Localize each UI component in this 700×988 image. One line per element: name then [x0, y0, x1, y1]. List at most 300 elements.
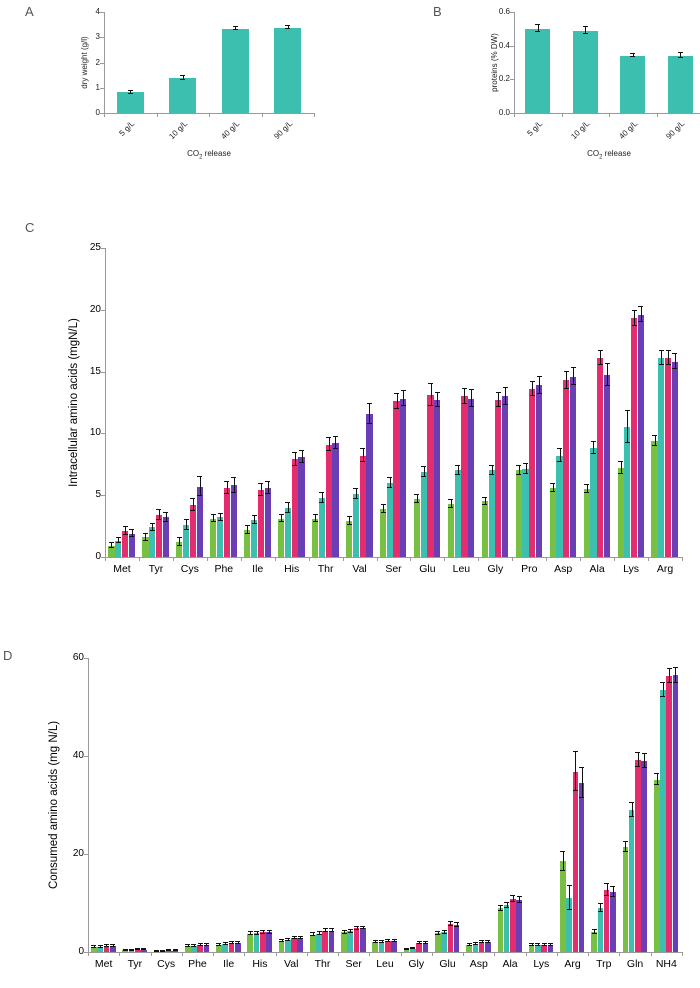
error-cap — [360, 461, 365, 462]
error-cap — [292, 938, 297, 939]
bar — [258, 490, 264, 557]
error-cap — [198, 945, 203, 946]
error-cap — [401, 390, 406, 391]
error-cap — [598, 911, 603, 912]
error-cap — [660, 682, 665, 683]
error-cap — [128, 90, 133, 91]
error-cap — [260, 930, 265, 931]
error-cap — [667, 682, 672, 683]
error-cap — [523, 463, 528, 464]
chart-panel-b — [480, 6, 700, 161]
plot-area — [514, 12, 700, 113]
error-cap — [496, 406, 501, 407]
error-cap — [610, 896, 615, 897]
error-cap — [542, 943, 547, 944]
x-tick — [309, 557, 310, 561]
error-cap — [678, 57, 683, 58]
bar — [291, 938, 297, 952]
error-cap — [141, 949, 146, 950]
x-tick — [151, 952, 152, 956]
bar-group — [222, 12, 249, 113]
bar — [624, 427, 630, 557]
bar — [414, 499, 420, 557]
error-cap — [666, 364, 671, 365]
error-cap — [143, 540, 148, 541]
bar — [495, 400, 501, 557]
bar-group — [122, 658, 147, 952]
x-tick-label: His — [252, 958, 268, 970]
error-cap — [482, 504, 487, 505]
error-cap — [348, 929, 353, 930]
bar — [117, 92, 144, 113]
error-bar — [661, 351, 662, 366]
x-axis-line — [514, 113, 700, 114]
error-cap — [605, 363, 610, 364]
bar-group — [404, 658, 429, 952]
error-cap — [523, 473, 528, 474]
error-cap — [135, 949, 140, 950]
bar-group — [310, 658, 335, 952]
error-cap — [129, 536, 134, 537]
x-tick — [209, 113, 210, 117]
error-cap — [123, 950, 128, 951]
error-cap — [672, 368, 677, 369]
x-tick-label: Phe — [214, 563, 234, 575]
bar — [329, 931, 335, 952]
x-tick — [657, 113, 658, 117]
error-cap — [224, 493, 229, 494]
bar — [393, 401, 399, 557]
bar — [668, 56, 693, 113]
bar — [604, 375, 610, 557]
bar — [641, 761, 647, 952]
error-cap — [265, 493, 270, 494]
error-cap — [467, 945, 472, 946]
error-cap — [298, 936, 303, 937]
error-cap — [557, 448, 562, 449]
bar-group — [346, 248, 373, 557]
bar-group — [247, 658, 272, 952]
bar — [473, 944, 479, 952]
bar-group — [482, 248, 509, 557]
error-cap — [347, 516, 352, 517]
x-tick-label: Gly — [487, 563, 504, 575]
error-cap — [428, 405, 433, 406]
error-bar — [675, 354, 676, 369]
error-cap — [632, 310, 637, 311]
x-tick-label: Trp — [596, 958, 612, 970]
error-cap — [180, 79, 185, 80]
bar — [610, 892, 616, 952]
error-cap — [489, 474, 494, 475]
bar — [654, 780, 660, 952]
y-tick-label: 0 — [95, 108, 100, 117]
error-cap — [618, 473, 623, 474]
error-cap — [394, 393, 399, 394]
bar — [579, 783, 585, 952]
error-cap — [216, 945, 221, 946]
error-cap — [123, 534, 128, 535]
bar — [169, 78, 196, 113]
error-cap — [353, 498, 358, 499]
error-cap — [163, 512, 168, 513]
error-cap — [319, 502, 324, 503]
x-tick — [338, 952, 339, 956]
error-cap — [435, 934, 440, 935]
error-cap — [229, 943, 234, 944]
error-cap — [104, 946, 109, 947]
x-tick — [401, 952, 402, 956]
error-cap — [329, 931, 334, 932]
error-cap — [385, 939, 390, 940]
error-cap — [185, 946, 190, 947]
error-cap — [537, 376, 542, 377]
error-cap — [503, 404, 508, 405]
bar-group — [516, 248, 543, 557]
error-bar — [471, 390, 472, 407]
bar — [416, 943, 422, 952]
bar — [510, 899, 516, 952]
error-bar — [641, 307, 642, 322]
error-cap — [479, 940, 484, 941]
error-cap — [342, 930, 347, 931]
error-cap — [116, 537, 121, 538]
bar — [598, 908, 604, 952]
error-cap — [326, 450, 331, 451]
error-bar — [573, 368, 574, 385]
x-tick — [276, 952, 277, 956]
x-tick-label: Gln — [626, 958, 644, 970]
error-bar — [539, 377, 540, 394]
x-tick — [444, 557, 445, 561]
error-cap — [198, 943, 203, 944]
error-cap — [245, 525, 250, 526]
error-cap — [462, 388, 467, 389]
error-cap — [333, 436, 338, 437]
bar — [673, 675, 679, 952]
x-tick — [588, 952, 589, 956]
error-cap — [91, 947, 96, 948]
y-axis-title: Intracellular amino acids (mgN/L) — [68, 318, 80, 487]
x-tick-label: Asp — [554, 563, 573, 575]
x-axis-line — [88, 952, 683, 953]
x-tick-label: Arg — [656, 563, 674, 575]
bar-group — [108, 248, 135, 557]
error-cap — [381, 512, 386, 513]
error-cap — [510, 901, 515, 902]
panel-letter-c: C — [25, 220, 35, 235]
error-bar — [200, 477, 201, 497]
y-tick-label: 10 — [89, 427, 101, 439]
error-cap — [233, 26, 238, 27]
bar-group — [154, 658, 179, 952]
error-cap — [317, 934, 322, 935]
bar — [434, 400, 440, 557]
bar — [310, 935, 316, 952]
error-cap — [360, 926, 365, 927]
error-cap — [666, 350, 671, 351]
bar — [347, 931, 353, 952]
error-cap — [530, 381, 535, 382]
error-bar — [532, 382, 533, 397]
error-cap — [550, 491, 555, 492]
error-cap — [319, 492, 324, 493]
error-cap — [592, 929, 597, 930]
x-tick-label: Tyr — [148, 563, 164, 575]
error-cap — [190, 510, 195, 511]
error-cap — [116, 542, 121, 543]
error-cap — [333, 448, 338, 449]
error-bar — [403, 391, 404, 406]
bar — [379, 942, 385, 952]
error-cap — [317, 931, 322, 932]
bar — [346, 521, 352, 557]
error-cap — [143, 533, 148, 534]
x-tick — [478, 557, 479, 561]
bar — [197, 487, 203, 557]
error-cap — [517, 902, 522, 903]
x-tick-label: 5 g/L — [117, 119, 137, 138]
bar — [279, 941, 285, 952]
error-cap — [260, 933, 265, 934]
x-tick-label: Gly — [408, 958, 425, 970]
error-cap — [605, 385, 610, 386]
bar — [666, 676, 672, 952]
error-cap — [560, 870, 565, 871]
x-tick — [526, 952, 527, 956]
error-cap — [285, 502, 290, 503]
x-tick-label: Glu — [419, 563, 436, 575]
error-cap — [104, 944, 109, 945]
x-tick-label: Val — [284, 958, 299, 970]
x-tick — [207, 557, 208, 561]
bar — [556, 456, 562, 557]
error-cap — [229, 941, 234, 942]
bar-group — [210, 248, 237, 557]
y-axis-title: dry weight (g/l) — [80, 36, 89, 89]
error-cap — [448, 507, 453, 508]
x-tick-label: Cys — [180, 563, 199, 575]
error-cap — [485, 940, 490, 941]
error-cap — [467, 943, 472, 944]
error-cap — [313, 514, 318, 515]
error-cap — [618, 461, 623, 462]
bar — [163, 517, 169, 557]
error-cap — [191, 946, 196, 947]
bar — [455, 470, 461, 557]
bar — [479, 942, 485, 952]
bar-group — [372, 658, 397, 952]
error-cap — [184, 529, 189, 530]
error-cap — [279, 941, 284, 942]
bar-group — [142, 248, 169, 557]
bar — [190, 505, 196, 557]
error-cap — [592, 933, 597, 934]
error-cap — [423, 941, 428, 942]
chart-panel-d — [30, 650, 690, 980]
error-cap — [231, 492, 236, 493]
bar — [548, 945, 554, 952]
error-cap — [423, 943, 428, 944]
x-tick-label: Tyr — [127, 958, 143, 970]
x-tick-label: Ala — [589, 563, 605, 575]
error-cap — [299, 450, 304, 451]
x-tick-label: Leu — [452, 563, 471, 575]
error-cap — [498, 910, 503, 911]
x-tick — [682, 557, 683, 561]
y-tick-label: 2 — [95, 57, 100, 67]
error-cap — [485, 942, 490, 943]
bar — [421, 472, 427, 557]
x-tick-label: Thr — [317, 563, 334, 575]
y-tick-label: 20 — [72, 848, 84, 859]
chart-panel-a — [70, 6, 320, 161]
x-tick-label: Ser — [385, 563, 402, 575]
error-cap — [598, 350, 603, 351]
y-tick-label: 0 — [95, 551, 101, 562]
error-cap — [529, 943, 534, 944]
bar — [156, 515, 162, 557]
bar — [502, 396, 508, 557]
error-cap — [401, 405, 406, 406]
bar — [224, 488, 230, 557]
bar — [485, 942, 491, 952]
error-bar — [634, 311, 635, 326]
error-cap — [510, 895, 515, 896]
bar — [353, 494, 359, 557]
bar — [423, 943, 429, 952]
bar — [391, 941, 397, 952]
bar — [584, 489, 590, 557]
x-tick-label: Lys — [533, 958, 550, 970]
error-cap — [211, 514, 216, 515]
x-tick — [343, 557, 344, 561]
bar-group — [525, 12, 550, 113]
y-tick-label: 5 — [95, 489, 101, 501]
error-cap — [223, 942, 228, 943]
bar-group — [620, 12, 645, 113]
error-cap — [410, 948, 415, 949]
error-cap — [354, 929, 359, 930]
bar — [204, 945, 210, 952]
x-tick — [494, 952, 495, 956]
error-cap — [285, 28, 290, 29]
error-cap — [660, 696, 665, 697]
error-cap — [629, 816, 634, 817]
error-cap — [98, 945, 103, 946]
x-tick — [157, 113, 158, 117]
y-tick-label: 0 — [78, 946, 84, 957]
x-tick-label: 90 g/L — [272, 119, 295, 142]
error-cap — [310, 935, 315, 936]
error-cap — [654, 784, 659, 785]
bar — [658, 358, 664, 557]
bar-group — [216, 658, 241, 952]
bar-group — [274, 12, 301, 113]
error-cap — [248, 931, 253, 932]
error-cap — [342, 933, 347, 934]
bar — [448, 924, 454, 952]
error-cap — [379, 942, 384, 943]
x-tick — [463, 952, 464, 956]
error-cap — [673, 667, 678, 668]
bar — [536, 385, 542, 557]
error-cap — [279, 939, 284, 940]
error-bar — [668, 351, 669, 366]
bar — [254, 933, 260, 952]
bar — [560, 861, 566, 952]
bar — [623, 847, 629, 952]
y-axis-title: Consumed amino acids (mg N/L) — [48, 720, 60, 890]
bar — [326, 445, 332, 557]
error-cap — [625, 410, 630, 411]
error-cap — [163, 521, 168, 522]
error-cap — [128, 93, 133, 94]
error-cap — [292, 465, 297, 466]
error-cap — [629, 802, 634, 803]
x-tick — [432, 952, 433, 956]
bar — [660, 690, 666, 952]
bar-group — [560, 658, 585, 952]
bar — [665, 358, 671, 557]
error-cap — [360, 928, 365, 929]
error-cap — [516, 465, 521, 466]
error-cap — [550, 483, 555, 484]
bar — [210, 519, 216, 557]
error-cap — [535, 945, 540, 946]
error-cap — [579, 797, 584, 798]
error-cap — [635, 766, 640, 767]
bar-group — [584, 248, 611, 557]
bar — [312, 519, 318, 557]
error-cap — [211, 521, 216, 522]
error-bar — [607, 364, 608, 386]
error-cap — [535, 943, 540, 944]
error-cap — [185, 944, 190, 945]
error-cap — [292, 936, 297, 937]
x-tick — [682, 952, 683, 956]
x-tick — [314, 113, 315, 117]
error-cap — [150, 530, 155, 531]
x-tick-label: Met — [94, 958, 113, 970]
bar — [597, 358, 603, 557]
error-cap — [435, 406, 440, 407]
error-cap — [258, 495, 263, 496]
error-cap — [455, 474, 460, 475]
x-axis-title: $CO_2$ release — [587, 149, 631, 161]
plot-area — [104, 12, 314, 113]
error-cap — [392, 941, 397, 942]
error-cap — [678, 52, 683, 53]
bar — [516, 900, 522, 952]
bar — [591, 932, 597, 952]
error-cap — [129, 950, 134, 951]
x-tick-label: 10 g/L — [167, 119, 190, 142]
bar — [489, 470, 495, 557]
bar — [235, 943, 241, 952]
error-cap — [367, 423, 372, 424]
bar — [216, 945, 222, 952]
error-cap — [190, 498, 195, 499]
error-cap — [421, 466, 426, 467]
bar-group — [169, 12, 196, 113]
error-cap — [323, 928, 328, 929]
x-tick-label: Arg — [564, 958, 581, 970]
x-tick — [182, 952, 183, 956]
x-tick — [562, 113, 563, 117]
bar — [590, 448, 596, 557]
bar — [298, 457, 304, 557]
